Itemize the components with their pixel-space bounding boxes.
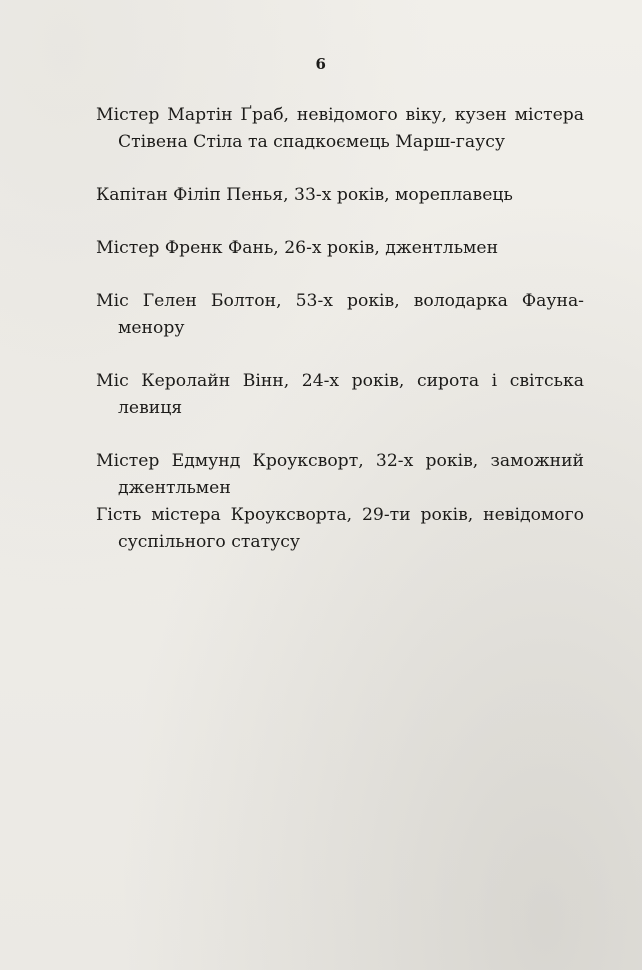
character-entry: Містер Едмунд Кроуксворт, 32-х років, заможний джентльмен (96, 451, 584, 498)
character-entry: Містер Мартін Ґраб, невідомого віку, кузен містера Стівена Стіла та спадкоємець Марш-гаусу (96, 105, 584, 152)
character-entry: Містер Френк Фань, 26-х років, джентльмен (96, 238, 499, 258)
page-number: 6 (315, 55, 327, 73)
character-entry: Міс Гелен Болтон, 53-х років, володарка Фауна-менору (96, 291, 584, 338)
character-entry: Міс Керолайн Вінн, 24-х років, сирота і світська левиця (96, 371, 584, 418)
character-list (96, 102, 584, 556)
character-entry: Гість містера Кроуксворта, 29-ти років, невідомого суспільного статусу (96, 505, 584, 552)
character-entry: Капітан Філіп Пенья, 33-х років, мореплавець (96, 185, 513, 205)
